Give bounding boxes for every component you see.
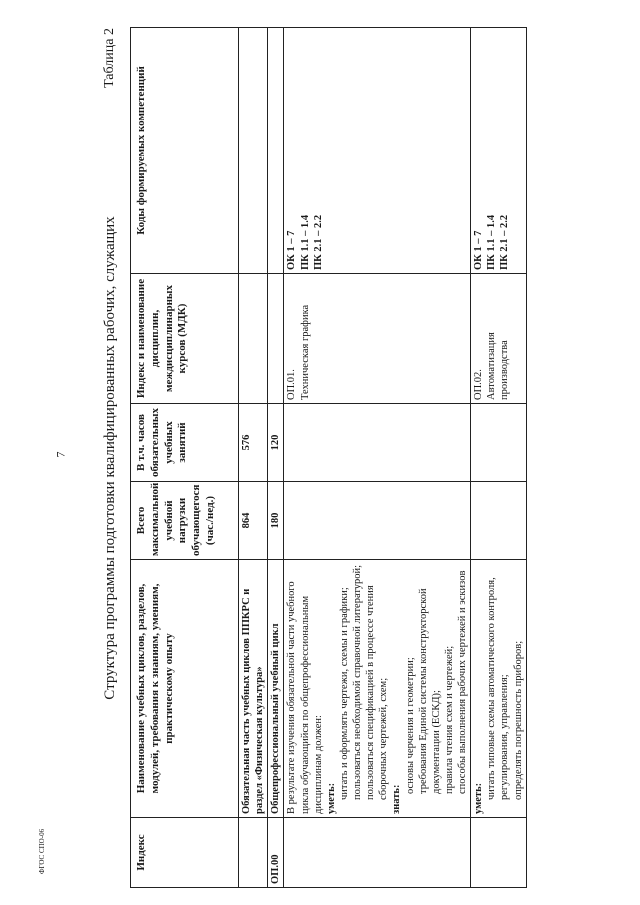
header-name: Наименование учебных циклов, разделов, модулей, требования к знаниям, умениям, практическому опыту (131, 560, 239, 818)
cell-discipline (268, 274, 284, 404)
table-row (284, 28, 471, 888)
skill-item: пользоваться спецификацией в процессе чтения сборочных чертежей, схем; (365, 585, 390, 800)
cell-discipline (471, 274, 527, 404)
skills-heading: уметь: (325, 782, 337, 814)
cell-name: Обязательная часть учебных циклов ППКРС и раздел «Физическая культура» (239, 560, 268, 818)
cell-max-load: 180 (268, 482, 284, 560)
skill-item: читать и оформлять чертежи, схемы и графики; (338, 587, 350, 800)
table-row (239, 28, 268, 888)
footer-code: ФГОС СПО-06 (38, 828, 46, 874)
cell-max-load (471, 482, 527, 560)
cell-mandatory: 120 (268, 404, 284, 482)
cell-mandatory (284, 404, 471, 482)
header-codes: Коды формируемых компетенций (131, 28, 239, 274)
knowledge-item: основы черчения и геометрии; (404, 657, 416, 794)
competence-code: ПК 1.1 – 1.4 (299, 214, 311, 270)
cell-name: Общепрофессиональный учебный цикл (268, 560, 284, 818)
discipline-code: ОП.01. (286, 369, 298, 400)
skill-item: определять погрешность приборов; (512, 640, 524, 800)
knowledge-item: способы выполнения рабочих чертежей и эскизов (457, 570, 468, 794)
cell-name (471, 560, 527, 818)
competence-code: ПК 2.1 – 2.2 (499, 214, 511, 270)
header-mandatory: В т.ч. часов обязательных учебных занятий (131, 404, 239, 482)
header-discipline: Индекс и наименование дисциплин, междисциплинарных курсов (МДК) (131, 274, 239, 404)
cell-discipline (284, 274, 471, 404)
knowledge-item: правила чтения схем и чертежей; (443, 645, 455, 794)
knowledge-item: требования Единой системы конструкторской документации (ЕСКД); (417, 588, 442, 794)
cell-max-load: 864 (239, 482, 268, 560)
competence-code: ОК 1 – 7 (473, 230, 485, 270)
cell-name (284, 560, 471, 818)
cell-mandatory: 576 (239, 404, 268, 482)
competence-code: ОК 1 – 7 (286, 230, 298, 270)
structure-table (130, 27, 527, 888)
caption-row (102, 28, 130, 888)
cell-codes (239, 28, 268, 274)
header-max-load: Всего максимальной учебной нагрузки обучающегося (час./нед.) (131, 482, 239, 560)
table-label: Таблица 2 (102, 28, 117, 88)
knowledge-heading: знать: (391, 784, 403, 814)
rotated-page (102, 28, 602, 888)
competence-code: ПК 2.1 – 2.2 (312, 214, 324, 270)
cell-codes (284, 28, 471, 274)
competence-code: ПК 1.1 – 1.4 (486, 214, 498, 270)
document-title: Структура программы подготовки квалифицированных рабочих, служащих (102, 216, 118, 700)
cell-codes (471, 28, 527, 274)
cell-codes (268, 28, 284, 274)
skill-item: читать типовые схемы автоматического контроля, регулирования, управления; (486, 577, 511, 800)
discipline-name: Автоматизация производства (486, 332, 511, 400)
cell-index: ОП.00 (268, 818, 284, 888)
cell-mandatory (471, 404, 527, 482)
header-row (131, 28, 239, 888)
cell-max-load (284, 482, 471, 560)
cell-discipline (239, 274, 268, 404)
cell-index (284, 818, 471, 888)
cell-index (239, 818, 268, 888)
table-row (471, 28, 527, 888)
skills-heading: уметь: (473, 782, 485, 814)
intro-text: В результате изучения обязательной части учебного цикла обучающийся по общепрофессиональным дисциплинам должен: (286, 581, 324, 814)
discipline-code: ОП.02. (473, 369, 485, 400)
table-row (268, 28, 284, 888)
header-index: Индекс (131, 818, 239, 888)
discipline-name: Техническая графика (299, 304, 311, 400)
page-number: 7 (53, 451, 68, 458)
skill-item: пользоваться необходимой справочной литературой; (352, 564, 363, 800)
cell-index (471, 818, 527, 888)
